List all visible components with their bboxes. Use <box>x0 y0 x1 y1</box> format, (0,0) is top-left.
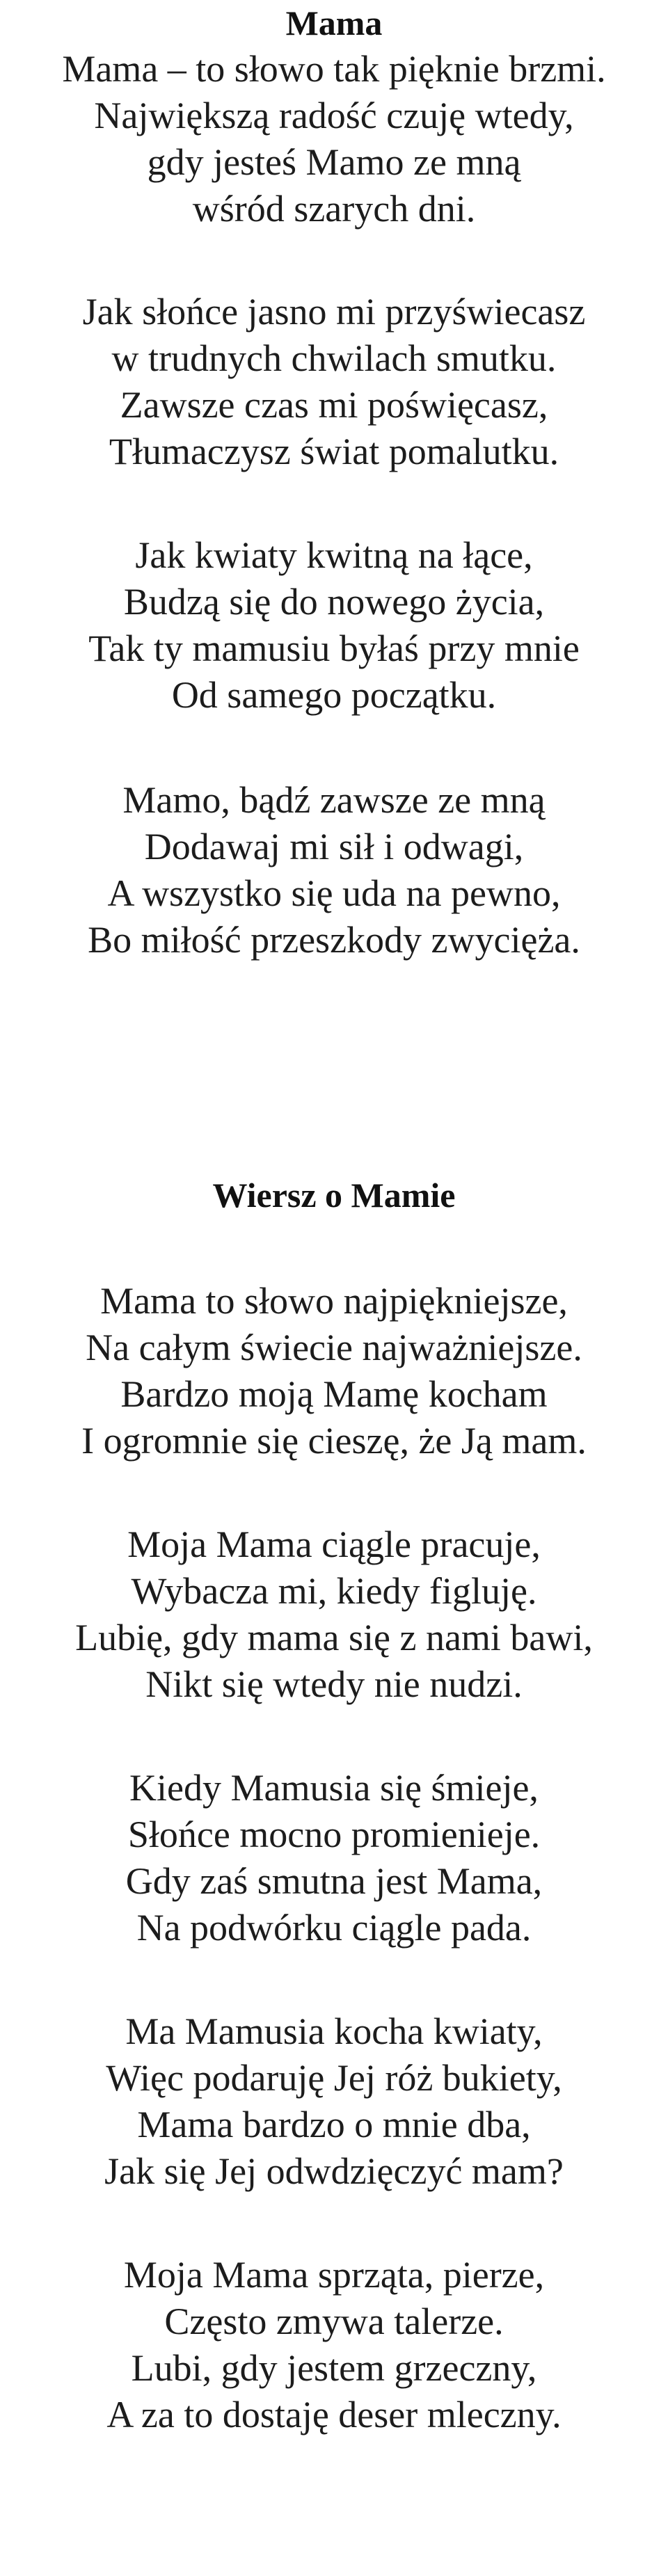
poem-line: Moja Mama ciągle pracuje, <box>127 1523 541 1565</box>
poem-line: Na całym świecie najważniejsze. <box>86 1327 582 1368</box>
poem1-stanza-1 <box>0 46 668 232</box>
poem-line: Mamo, bądź zawsze ze mną <box>122 779 546 821</box>
poem-line: Mama to słowo najpiękniejsze, <box>100 1280 568 1322</box>
poem2-stanza-2 <box>0 1521 668 1708</box>
poem-line: Mama bardzo o mnie dba, <box>137 2104 531 2145</box>
poem-line: Zawsze czas mi poświęcasz, <box>120 384 548 426</box>
poem2-stanza-4 <box>0 2008 668 2195</box>
poem-line: Więc podaruję Jej róż bukiety, <box>106 2057 562 2099</box>
poem2-stanza-3 <box>0 1765 668 1951</box>
poem-line: Tak ty mamusiu byłaś przy mnie <box>88 627 580 669</box>
poem-line: Lubię, gdy mama się z nami bawi, <box>75 1617 593 1658</box>
poem-line: Kiedy Mamusia się śmieje, <box>129 1767 539 1809</box>
poem-line: Od samego początku. <box>171 674 497 716</box>
poem-line: Moja Mama sprząta, pierze, <box>123 2254 545 2296</box>
poem1-stanza-2 <box>0 289 668 475</box>
poem-line: Gdy zaś smutna jest Mama, <box>125 1860 543 1902</box>
poem-line: A wszystko się uda na pewno, <box>107 872 561 914</box>
poem-title-wiersz-o-mamie: Wiersz o Mamie <box>212 1176 456 1215</box>
poem-line: Na podwórku ciągle pada. <box>136 1907 532 1949</box>
poem-line: Bardzo moją Mamę kocham <box>120 1373 548 1415</box>
poem-line: Lubi, gdy jestem grzeczny, <box>131 2347 537 2389</box>
poem-line: Nikt się wtedy nie nudzi. <box>145 1663 523 1705</box>
poem-line: Często zmywa talerze. <box>164 2301 504 2342</box>
poem-line: Dodawaj mi sił i odwagi, <box>144 826 524 867</box>
poem-line: gdy jesteś Mamo ze mną <box>147 141 521 183</box>
poem-line: Jak się Jej odwdzięczyć mam? <box>104 2150 564 2192</box>
poem-title-mama: Mama <box>285 3 383 42</box>
poem-line: Jak kwiaty kwitną na łące, <box>135 534 533 576</box>
poem-line: Mama – to słowo tak pięknie brzmi. <box>62 48 606 90</box>
poem1-stanza-3 <box>0 532 668 719</box>
poem-line: Słońce mocno promienieje. <box>127 1814 541 1855</box>
poem2-stanza-1 <box>0 1278 668 1464</box>
poem-line: Budzą się do nowego życia, <box>123 581 545 623</box>
poem-line: Ma Mamusia kocha kwiaty, <box>125 2010 543 2052</box>
poem2-stanza-5 <box>0 2252 668 2438</box>
poem-line: w trudnych chwilach smutku. <box>111 337 557 379</box>
poem-line: Tłumaczysz świat pomalutku. <box>109 431 559 472</box>
poem-line: I ogromnie się cieszę, że Ją mam. <box>81 1420 587 1462</box>
poem-line: Jak słońce jasno mi przyświecasz <box>82 291 586 333</box>
poem-line: wśród szarych dni. <box>192 188 476 230</box>
poem-line: A za to dostaję deser mleczny. <box>106 2394 562 2435</box>
poem-line: Największą radość czuję wtedy, <box>94 95 574 136</box>
poem1-stanza-4 <box>0 777 668 963</box>
poem-line: Bo miłość przeszkody zwycięża. <box>88 919 580 961</box>
poem-line: Wybacza mi, kiedy figluję. <box>131 1570 537 1612</box>
